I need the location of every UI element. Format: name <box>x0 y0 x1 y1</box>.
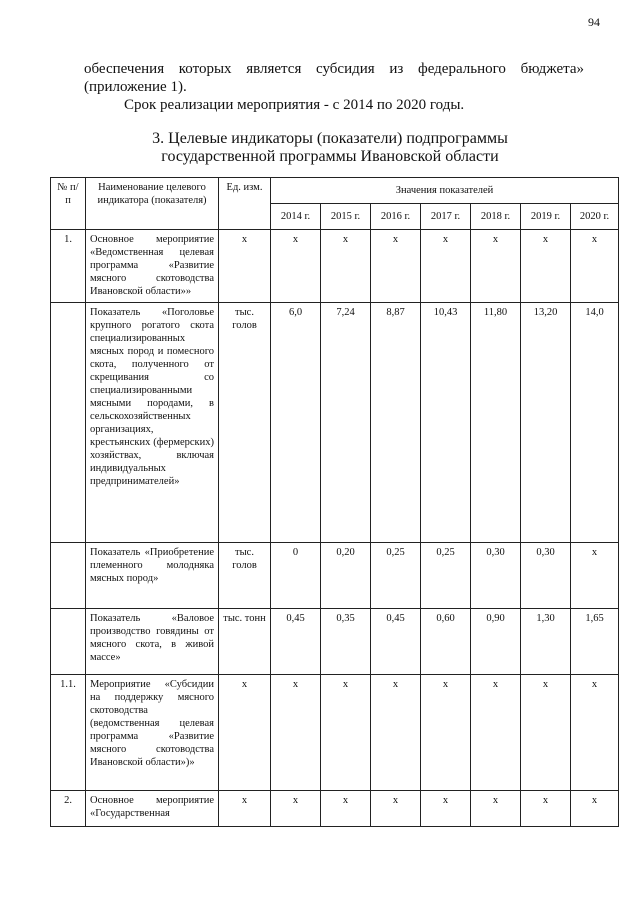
header-year: 2015 г. <box>321 204 371 230</box>
header-year: 2017 г. <box>421 204 471 230</box>
value-cell: х <box>521 791 571 827</box>
table-row <box>51 230 619 303</box>
value-cell: х <box>371 791 421 827</box>
value-cell: х <box>521 230 571 303</box>
value-cell: 1,30 <box>521 609 571 675</box>
value-cell: х <box>421 791 471 827</box>
value-cell: х <box>421 675 471 791</box>
value-cell: 14,0 <box>571 303 619 543</box>
page-number: 94 <box>588 15 600 29</box>
value-cell: 0,25 <box>371 543 421 609</box>
table-row <box>51 303 619 543</box>
indicator-name: Показатель «Приобретение племенного молодняка мясных пород» <box>86 543 219 609</box>
intro-line-2: (приложение 1). <box>84 79 187 95</box>
unit-cell: х <box>219 230 271 303</box>
value-cell: 0,45 <box>371 609 421 675</box>
indicator-name: Основное мероприятие «Государственная <box>86 791 219 827</box>
row-number <box>51 303 86 543</box>
row-number <box>51 609 86 675</box>
row-number: 1. <box>51 230 86 303</box>
table-row <box>51 609 619 675</box>
value-cell: 0,35 <box>321 609 371 675</box>
value-cell: х <box>471 230 521 303</box>
value-cell: х <box>421 230 471 303</box>
value-cell: х <box>571 675 619 791</box>
table-row <box>51 543 619 609</box>
value-cell: 6,0 <box>271 303 321 543</box>
value-cell: х <box>321 675 371 791</box>
indicator-name: Мероприятие «Субсидии на поддержку мясного скотоводства (ведомственная целевая программа «Развитие мясного скотоводства Ивановской области»)» <box>86 675 219 791</box>
table-row <box>51 791 619 827</box>
header-year: 2018 г. <box>471 204 521 230</box>
value-cell: 0,30 <box>471 543 521 609</box>
intro-line-1: обеспечения которых является субсидия из федерального бюджета» <box>84 61 584 77</box>
value-cell: х <box>321 230 371 303</box>
value-cell: 11,80 <box>471 303 521 543</box>
value-cell: 0,30 <box>521 543 571 609</box>
value-cell: х <box>521 675 571 791</box>
value-cell: 0,90 <box>471 609 521 675</box>
value-cell: х <box>271 791 321 827</box>
header-year: 2014 г. <box>271 204 321 230</box>
unit-cell: тыс. голов <box>219 543 271 609</box>
value-cell: х <box>321 791 371 827</box>
value-cell: 10,43 <box>421 303 471 543</box>
unit-cell: х <box>219 791 271 827</box>
header-num: № п/п <box>51 178 86 230</box>
value-cell: х <box>571 543 619 609</box>
section-heading <box>0 130 640 166</box>
unit-cell: тыс. голов <box>219 303 271 543</box>
value-cell: х <box>471 675 521 791</box>
row-number <box>51 543 86 609</box>
section-title-line-1: 3. Целевые индикаторы (показатели) подпрограммы <box>152 130 508 147</box>
section-title-line-2: государственной программы Ивановской области <box>161 148 499 165</box>
header-year: 2016 г. <box>371 204 421 230</box>
value-cell: 8,87 <box>371 303 421 543</box>
value-cell: 13,20 <box>521 303 571 543</box>
row-number: 1.1. <box>51 675 86 791</box>
header-values: Значения показателей <box>271 178 619 204</box>
indicators-table <box>50 177 619 827</box>
value-cell: х <box>571 791 619 827</box>
value-cell: 7,24 <box>321 303 371 543</box>
value-cell: х <box>371 230 421 303</box>
header-unit: Ед. изм. <box>219 178 271 230</box>
indicator-name: Показатель «Валовое производство говядины от мясного скота, в живой массе» <box>86 609 219 675</box>
header-name: Наименование целевого индикатора (показателя) <box>86 178 219 230</box>
value-cell: х <box>371 675 421 791</box>
value-cell: 0 <box>271 543 321 609</box>
value-cell: 0,25 <box>421 543 471 609</box>
value-cell: х <box>271 675 321 791</box>
intro-line-3: Срок реализации мероприятия - с 2014 по 2020 годы. <box>124 97 465 113</box>
row-number: 2. <box>51 791 86 827</box>
unit-cell: х <box>219 675 271 791</box>
header-year: 2020 г. <box>571 204 619 230</box>
value-cell: х <box>571 230 619 303</box>
value-cell: 0,45 <box>271 609 321 675</box>
header-year: 2019 г. <box>521 204 571 230</box>
value-cell: 0,60 <box>421 609 471 675</box>
indicator-name: Основное мероприятие «Ведомственная целевая программа «Развитие мясного скотоводства Ивановской области»» <box>86 230 219 303</box>
indicator-name: Показатель «Поголовье крупного рогатого скота специализированных мясных пород и помесного скота, полученного от скрещивания со специализированными мясными породами, в сельскохозяйственных организациях, крестьянских (фермерских) хозяйствах, включая индивидуальных предпринимателей» <box>86 303 219 543</box>
table-row <box>51 675 619 791</box>
value-cell: х <box>271 230 321 303</box>
value-cell: 1,65 <box>571 609 619 675</box>
value-cell: 0,20 <box>321 543 371 609</box>
unit-cell: тыс. тонн <box>219 609 271 675</box>
value-cell: х <box>471 791 521 827</box>
